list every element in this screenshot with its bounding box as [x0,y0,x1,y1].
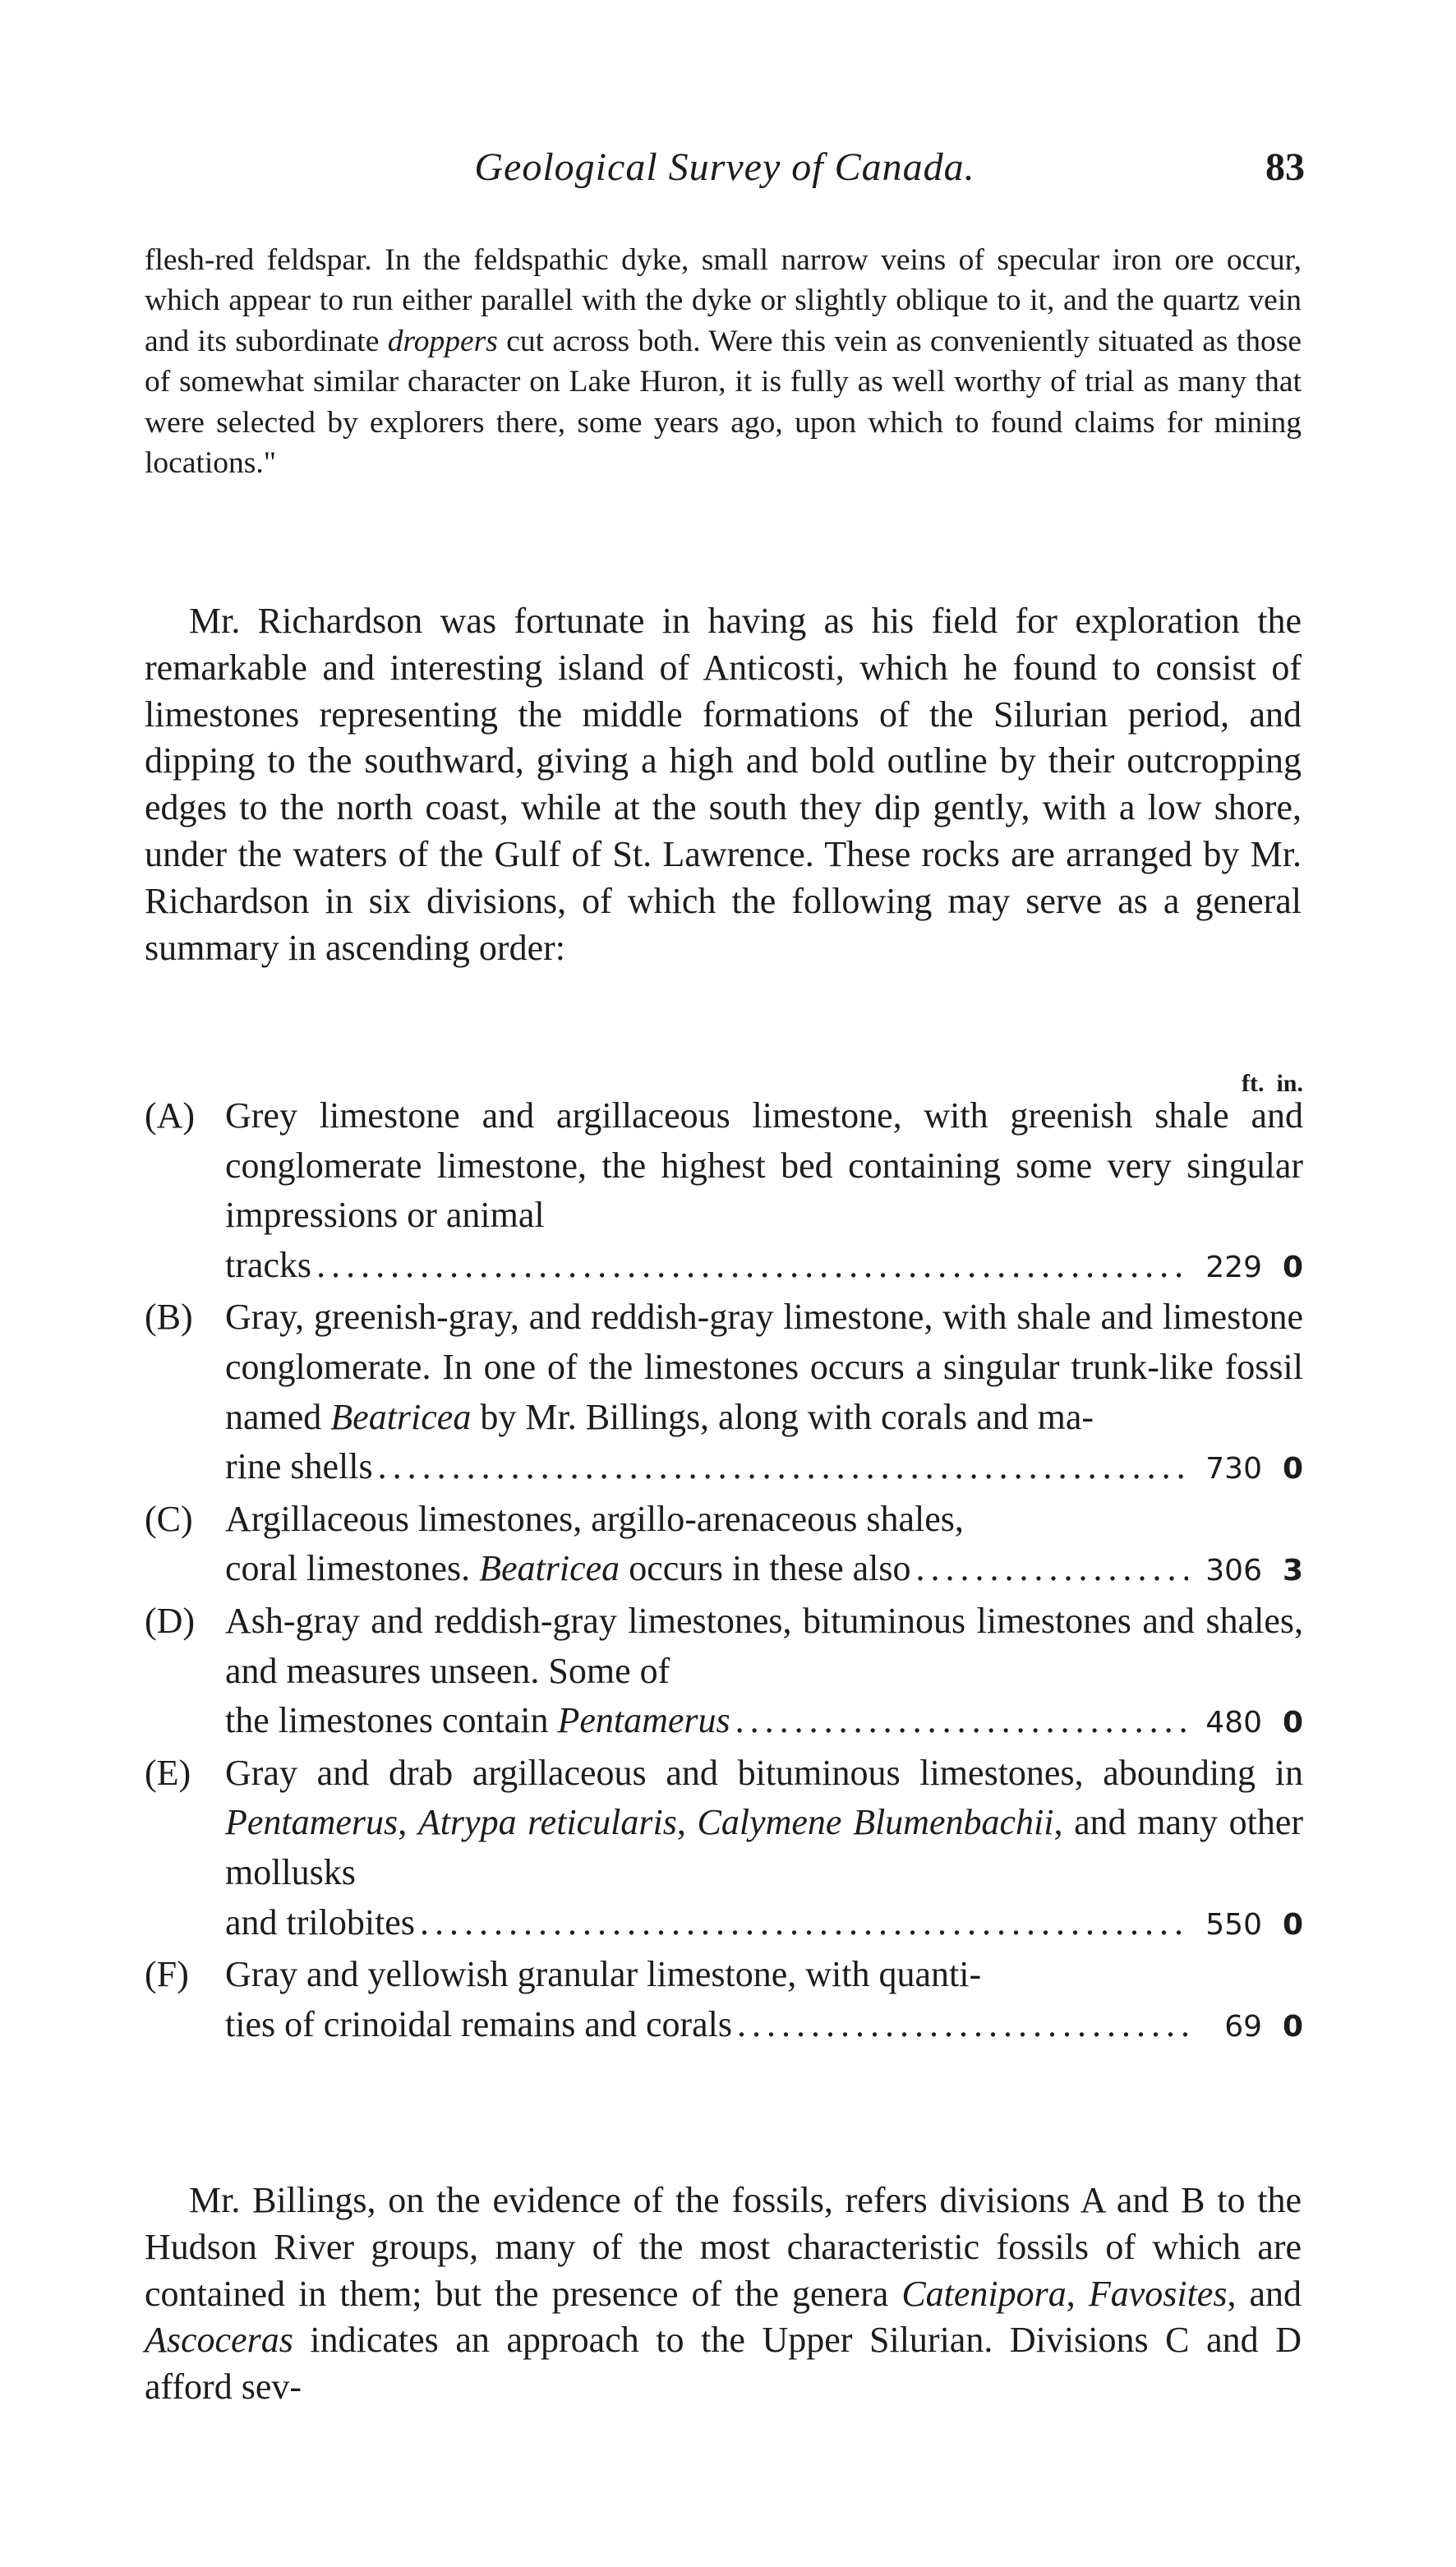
division-description: Gray and drab argillaceous and bituminous limestones, abounding in Pentamerus, Atrypa reticularis, Calymene Blumenbachii, and many other mollusks [225,1752,1304,1892]
species-name: Calymene Blumenbachii [697,1802,1054,1843]
unit-inches: in. [1276,1070,1303,1097]
division-description: Gray and yellowish granular limestone, with quanti- [225,1954,982,1995]
genus-name: Catenipora [901,2273,1067,2314]
page-number: 83 [1265,145,1305,189]
division-letter: (F) [145,1954,189,1995]
division-e [145,1749,1303,1950]
division-last-line: ties of crinoidal remains and corals [225,2003,733,2044]
page-header [145,145,1305,202]
division-description: Grey limestone and argillaceous limestone, with greenish shale and conglomerate limestone, the highest bed containing some very singular impressions or animal [225,1095,1303,1236]
genus-name: Pentamerus [225,1802,399,1843]
division-letter: (C) [145,1498,193,1539]
thickness-feet: 229 [1205,1250,1262,1284]
division-b [145,1293,1303,1494]
division-last-line: coral limestones. Beatricea occurs in these also [225,1548,911,1589]
dot-leader [737,2000,1188,2050]
division-letter: (B) [145,1297,193,1338]
dot-leader [316,1241,1188,1291]
division-last-line: the limestones contain Pentamerus [225,1700,730,1741]
intro-text-1: flesh-red feldspar. In the feldspathic dyke, small narrow veins of specular iron ore occur, which appear to run either parallel with the dyke or slightly oblique to it, and the quartz vein and its subordinate [145,243,1302,358]
species-name: Atrypa reticularis [417,1802,677,1843]
division-letter: (D) [145,1600,196,1641]
thickness-inches: 0 [1282,1706,1303,1740]
division-letter: (E) [145,1752,191,1793]
thickness-inches: 0 [1282,1452,1303,1486]
division-description: Argillaceous limestones, argillo-arenaceous shales, [225,1498,964,1539]
intro-emphasis: droppers [387,324,498,358]
division-f [145,1950,1303,2052]
thickness-feet: 730 [1205,1452,1262,1486]
dot-leader [378,1442,1188,1492]
thickness-feet: 550 [1205,1907,1262,1942]
billings-paragraph: Mr. Billings, on the evidence of the fossils, refers divisions A and B to the Hudson River groups, many of the most characteristic fossils of which are contained in them; but the presence of the genera Catenipora, Favosites, and Ascoceras indicates an approach to the Upper Silurian. Divisions C and D afford sev- [145,2180,1302,2408]
division-last-line: rine shells [225,1446,373,1487]
intro-text-2: cut across both. Were this vein as conveniently situated as those of somewhat similar character on Lake Huron, it is fully as well worthy of trial as many that were selected by explorers there, some years ago, upon which to found claims for mining locations." [145,324,1302,481]
dot-leader [735,1696,1188,1746]
division-letter: (A) [145,1095,196,1136]
thickness-feet: 480 [1205,1706,1262,1740]
thickness-inches: 0 [1282,2009,1303,2044]
division-description: Gray, greenish-gray, and reddish-gray limestone, with shale and limestone conglomerate. In one of the limestones occurs a singular trunk-like fossil named Beatricea by Mr. Billings, along with corals and ma- [225,1297,1303,1437]
division-a [145,1091,1303,1293]
running-title: Geological Survey of Canada. [474,145,975,189]
thickness-feet: 306 [1205,1554,1262,1588]
dot-leader [916,1544,1188,1594]
genus-name: Beatricea [479,1548,620,1589]
thickness-feet: 69 [1224,2009,1262,2044]
genus-name: Pentamerus [557,1700,730,1741]
division-description: Ash-gray and reddish-gray limestones, bituminous limestones and shales, and measures unseen. Some of [225,1600,1303,1691]
divisions-list [145,1091,1303,2052]
anticosti-paragraph: Mr. Richardson was fortunate in having as his field for exploration the remarkable and interesting island of Anticosti, which he found to consist of limestones representing the middle formations of the Silurian period, and dipping to the southward, giving a high and bold outline by their outcropping edges to the north coast, while at the south they dip gently, with a low shore, under the waters of the Gulf of St. Lawrence. These rocks are arranged by Mr. Richardson in six divisions, of which the following may serve as a general summary in ascending order: [145,601,1302,968]
unit-feet: ft. [1241,1070,1265,1097]
thickness-inches: 0 [1282,1250,1303,1284]
dot-leader [420,1898,1188,1948]
division-last-line: and trilobites [225,1901,415,1943]
genus-name: Favosites [1088,2273,1228,2314]
intro-quote-paragraph [145,240,1302,483]
genus-name: Beatricea [330,1396,472,1437]
division-d [145,1597,1303,1749]
division-last-line: tracks [225,1244,312,1285]
genus-name: Ascoceras [145,2320,293,2361]
thickness-inches: 0 [1282,1907,1303,1942]
division-c [145,1495,1303,1597]
thickness-inches: 3 [1282,1554,1303,1588]
